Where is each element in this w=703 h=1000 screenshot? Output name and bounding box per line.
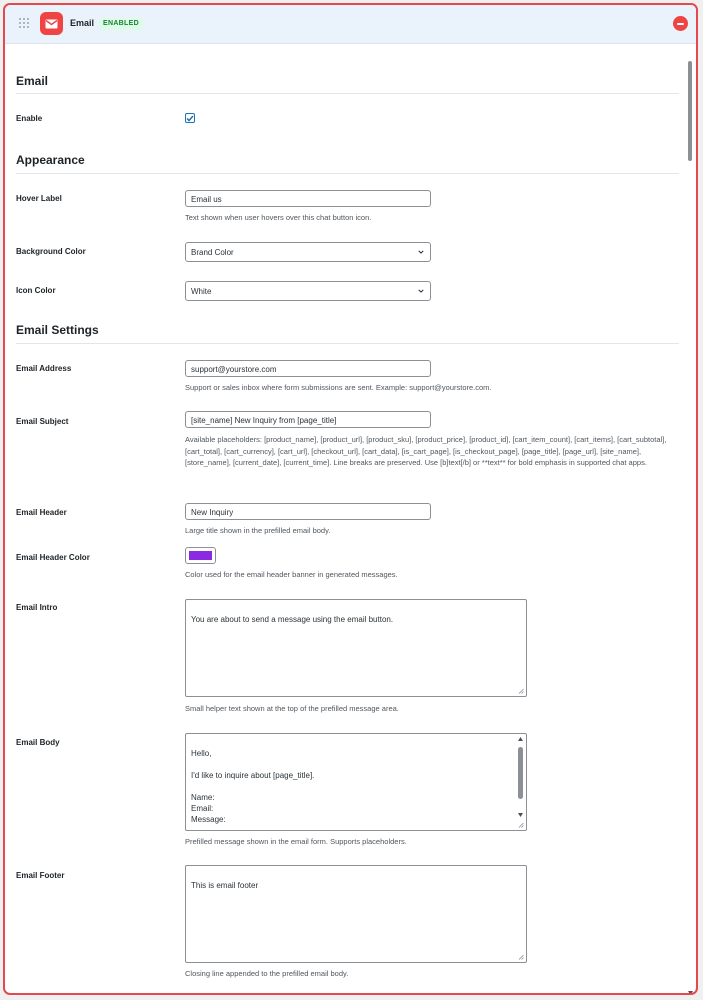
icon-color-select[interactable] bbox=[185, 281, 431, 301]
email-body-label: Email Body bbox=[16, 738, 60, 747]
email-intro-textarea[interactable] bbox=[185, 599, 527, 697]
email-footer-textarea[interactable] bbox=[185, 865, 527, 963]
email-body-textarea[interactable] bbox=[185, 733, 527, 831]
section-title-appearance: Appearance bbox=[16, 153, 85, 167]
enable-label: Enable bbox=[16, 114, 43, 123]
section-title-email-settings: Email Settings bbox=[16, 323, 99, 337]
email-header-color-picker[interactable] bbox=[185, 547, 216, 564]
email-subject-input[interactable]: [site_name] New Inquiry from [page_title] bbox=[185, 411, 431, 428]
icon-color-value: White bbox=[191, 287, 212, 296]
email-subject-label: Email Subject bbox=[16, 417, 69, 426]
section-divider bbox=[16, 343, 679, 344]
email-body-value: Hello, I'd like to inquire about [page_title]. Name: Email: Message: bbox=[191, 749, 315, 824]
textarea-scrollbar[interactable] bbox=[516, 735, 525, 829]
email-address-help: Support or sales inbox where form submissions are sent. Example: support@yourstore.com. bbox=[185, 383, 492, 392]
email-footer-help: Closing line appended to the prefilled email body. bbox=[185, 969, 349, 978]
settings-form bbox=[5, 5, 696, 993]
hover-label-input[interactable]: Email us bbox=[185, 190, 431, 207]
icon-color-label: Icon Color bbox=[16, 286, 56, 295]
chevron-down-icon bbox=[418, 249, 424, 255]
email-body-help: Prefilled message shown in the email form. Supports placeholders. bbox=[185, 837, 407, 846]
enable-checkbox[interactable] bbox=[185, 113, 195, 123]
background-color-value: Brand Color bbox=[191, 248, 234, 257]
email-address-label: Email Address bbox=[16, 364, 72, 373]
section-divider bbox=[16, 173, 679, 174]
email-header-input[interactable]: New Inquiry bbox=[185, 503, 431, 520]
email-footer-label: Email Footer bbox=[16, 871, 65, 880]
email-header-color-label: Email Header Color bbox=[16, 553, 90, 562]
email-subject-help: Available placeholders: [product_name], [product_url], [product_sku], [product_price], [product_id], [cart_item_count], [cart_items], [cart_subtotal], [cart_total], [cart_currency], [cart_url], [checkout_url], [cart_data], [is_cart_page], [is_checkout_page], [page_title], [page_url], [site_name], [store_name], [current_date], [current_time]. Line breaks are preserved. Use [b]text[/b] or **text** for bold emphasis in supported chat apps. bbox=[185, 435, 667, 467]
scroll-thumb[interactable] bbox=[518, 747, 523, 799]
resize-grip-icon[interactable] bbox=[518, 954, 524, 960]
email-address-input[interactable]: support@yourstore.com bbox=[185, 360, 431, 377]
resize-grip-icon[interactable] bbox=[518, 822, 524, 828]
email-intro-value: You are about to send a message using the email button. bbox=[191, 615, 394, 624]
section-title-email: Email bbox=[16, 74, 49, 88]
color-swatch bbox=[189, 551, 212, 560]
scroll-up-icon[interactable] bbox=[518, 737, 523, 741]
email-footer-value: This is email footer bbox=[191, 881, 259, 890]
status-badge: ENABLED bbox=[99, 18, 143, 30]
resize-grip-icon[interactable] bbox=[518, 688, 524, 694]
hover-label-label: Hover Label bbox=[16, 194, 62, 203]
background-color-select[interactable] bbox=[185, 242, 431, 262]
email-header-help: Large title shown in the prefilled email body. bbox=[185, 526, 331, 535]
check-icon bbox=[186, 115, 194, 122]
panel-scrollbar[interactable] bbox=[686, 57, 694, 995]
hover-label-help: Text shown when user hovers over this chat button icon. bbox=[185, 213, 372, 222]
scroll-down-icon[interactable] bbox=[518, 813, 523, 817]
email-intro-help: Small helper text shown at the top of the prefilled message area. bbox=[185, 704, 399, 713]
scroll-down-icon[interactable] bbox=[688, 991, 693, 995]
panel-title: Email bbox=[70, 18, 95, 28]
chevron-down-icon bbox=[418, 288, 424, 294]
email-header-label: Email Header bbox=[16, 508, 67, 517]
email-channel-panel bbox=[3, 3, 698, 995]
scroll-thumb[interactable] bbox=[688, 61, 692, 161]
email-intro-label: Email Intro bbox=[16, 603, 58, 612]
section-divider bbox=[16, 93, 679, 94]
background-color-label: Background Color bbox=[16, 247, 86, 256]
email-header-color-help: Color used for the email header banner in generated messages. bbox=[185, 570, 398, 579]
